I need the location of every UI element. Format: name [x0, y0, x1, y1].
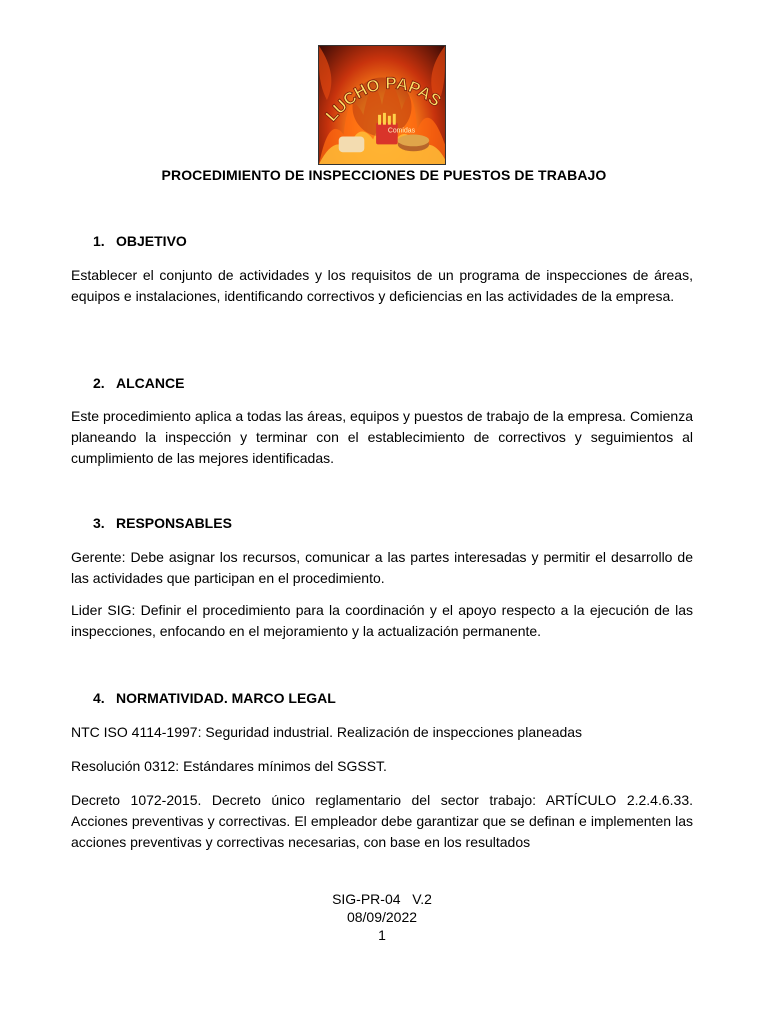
section-heading-alcance [93, 375, 184, 391]
logo-name: LUCHO PAPAS [321, 73, 445, 126]
section-heading-responsables [93, 515, 232, 531]
logo-subtitle: Comidas [387, 127, 416, 135]
paragraph-ntc-iso: NTC ISO 4114-1997: Seguridad industrial. Realización de inspecciones planeadas [71, 724, 583, 740]
svg-text:LUCHO PAPAS [322, 74, 445, 126]
paragraph-objetivo: Establecer el conjunto de actividades y los requisitos de un programa de inspecciones de áreas, equipos e instalaciones, identificando correctivos y deficiencias en las actividades de la empresa. [71, 267, 693, 304]
document-date: 08/09/2022 [346, 909, 418, 925]
section-number: 3. [93, 515, 105, 531]
page-number: 1 [378, 927, 386, 943]
section-number: 2. [93, 375, 105, 391]
section-title: RESPONSABLES [116, 515, 232, 531]
logo-text-overlay [319, 46, 445, 164]
section-heading-objetivo [93, 233, 187, 249]
section-title: OBJETIVO [116, 233, 187, 249]
document-title: PROCEDIMIENTO DE INSPECCIONES DE PUESTOS DE TRABAJO [161, 167, 607, 183]
paragraph-lider-sig: Lider SIG: Definir el procedimiento para la coordinación y el apoyo respecto a la ejecución de las inspecciones, enfocando en el mejoramiento y la actualización permanente. [71, 602, 693, 639]
paragraph-decreto: Decreto 1072-2015. Decreto único reglamentario del sector trabajo: ARTÍCULO 2.2.4.6.33. Acciones preventivas y correctivas. El empleador debe garantizar que se definan e implementen las acciones preventivas y correctivas necesarias, con base en los resultados [71, 792, 693, 850]
paragraph-alcance: Este procedimiento aplica a todas las áreas, equipos y puestos de trabajo de la empresa. Comienza planeando la inspección y terminar con el establecimiento de correctivos y seguimientos al cumplimiento de las mejores identificadas. [71, 408, 693, 466]
section-title: ALCANCE [116, 375, 185, 391]
section-heading-normatividad [93, 690, 336, 706]
section-number: 1. [93, 233, 105, 249]
paragraph-gerente: Gerente: Debe asignar los recursos, comunicar a las partes interesadas y permitir el desarrollo de las actividades que participan en el procedimiento. [71, 549, 693, 586]
page-footer [0, 890, 764, 944]
company-logo [318, 45, 446, 165]
section-number: 4. [93, 690, 105, 706]
paragraph-resolucion: Resolución 0312: Estándares mínimos del SGSST. [71, 758, 387, 774]
section-title: NORMATIVIDAD. MARCO LEGAL [116, 690, 336, 706]
document-code: SIG-PR-04 V.2 [332, 891, 432, 907]
